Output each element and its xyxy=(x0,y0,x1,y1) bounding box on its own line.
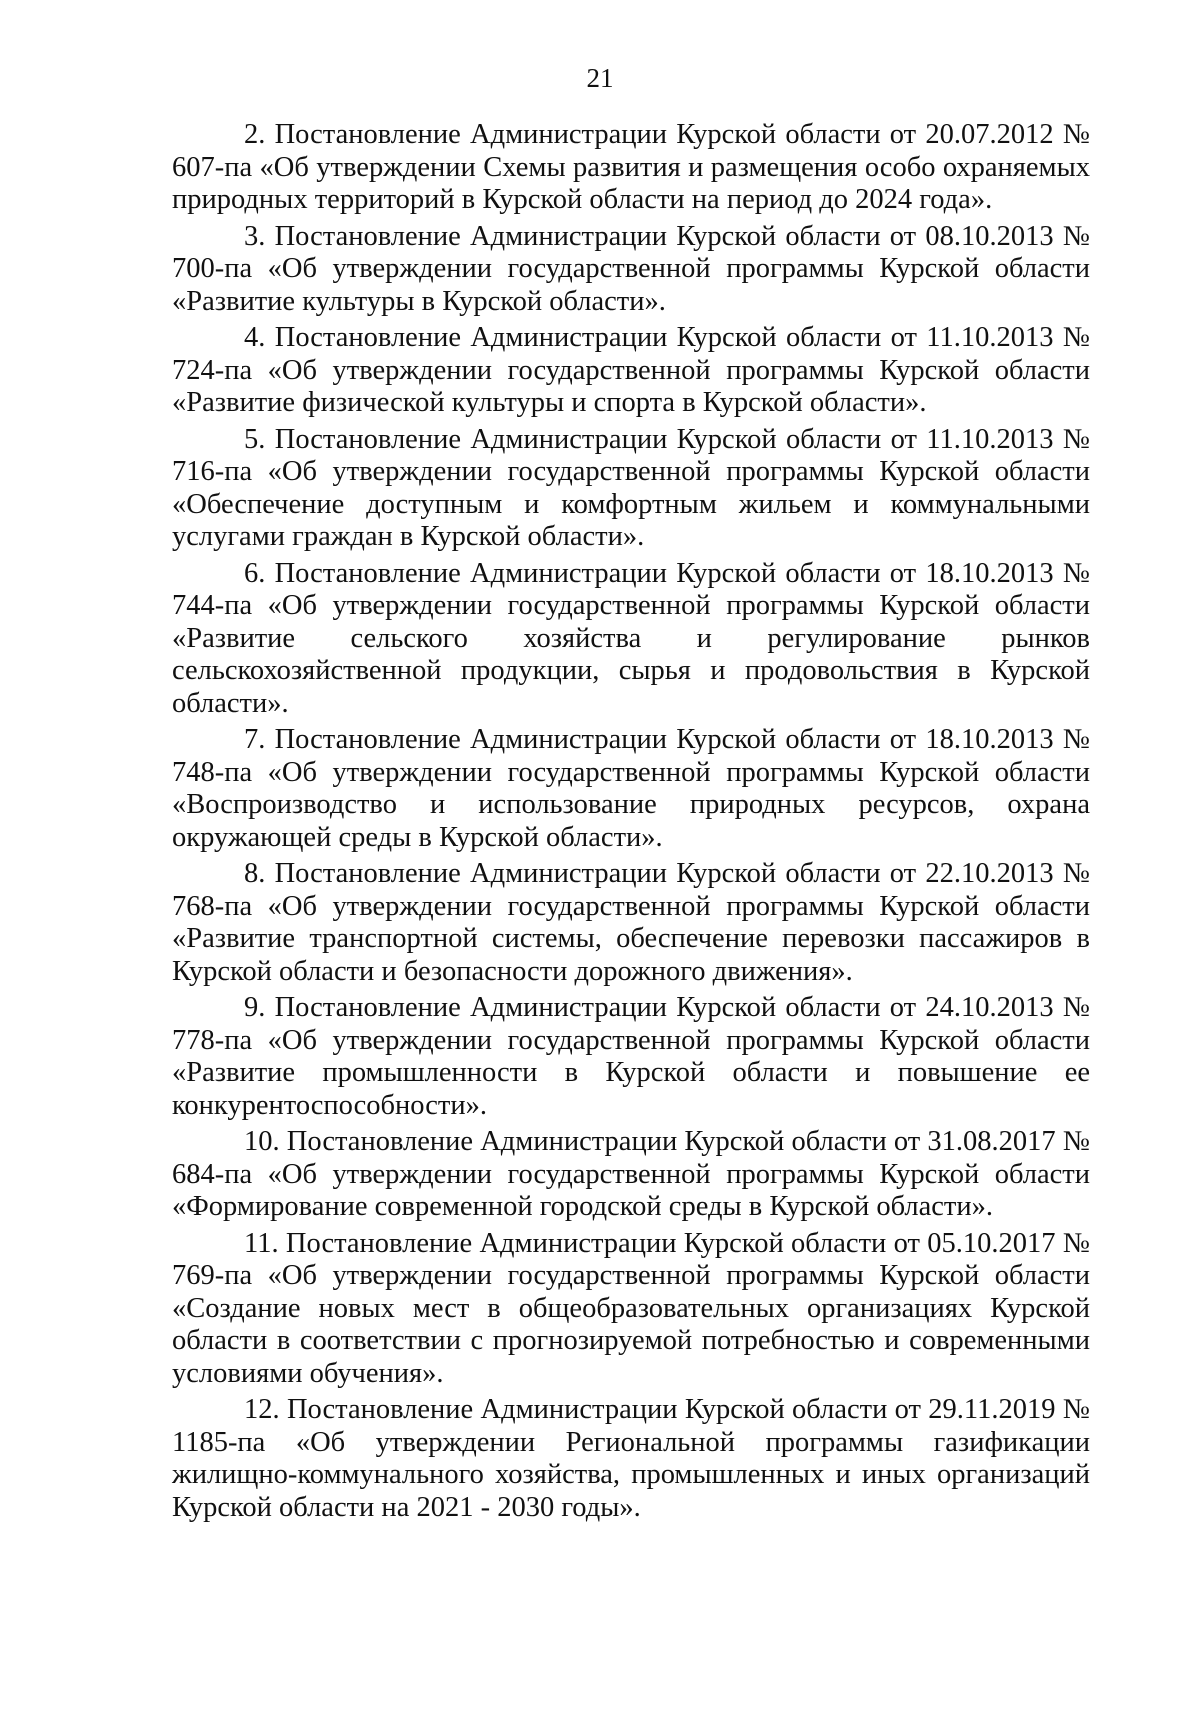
list-item xyxy=(172,1394,1090,1524)
item-text: Постановление Администрации Курской области от 24.10.2013 № 778-па «Об утверждении государственной программы Курской области «Развитие промышленности в Курской области и повышение ее конкурентоспособности». xyxy=(172,992,1090,1121)
item-number: 6. xyxy=(244,557,266,589)
item-text: Постановление Администрации Курской области от 31.08.2017 № 684-па «Об утверждении государственной программы Курской области «Формирование современной городской среды в Курской области». xyxy=(172,1126,1090,1222)
item-text: Постановление Администрации Курской области от 18.10.2013 № 748-па «Об утверждении государственной программы Курской области «Воспроизводство и использование природных ресурсов, охрана окружающей среды в Курской области». xyxy=(172,724,1090,853)
item-text: Постановление Администрации Курской области от 11.10.2013 № 716-па «Об утверждении государственной программы Курской области «Обеспечение доступным и комфортным жильем и коммунальными услугами граждан в Курской области». xyxy=(172,423,1090,552)
list-item xyxy=(172,322,1090,420)
list-item xyxy=(172,558,1090,721)
list-item xyxy=(172,424,1090,554)
list-item xyxy=(172,119,1090,217)
item-text: Постановление Администрации Курской области от 08.10.2013 № 700-па «Об утверждении государственной программы Курской области «Развитие культуры в Курской области». xyxy=(172,220,1090,317)
item-text: Постановление Администрации Курской области от 22.10.2013 № 768-па «Об утверждении государственной программы Курской области «Развитие транспортной системы, обеспечение перевозки пассажиров в Курской области и безопасности дорожного движения». xyxy=(172,858,1090,987)
item-text: Постановление Администрации Курской области от 20.07.2012 № 607-па «Об утверждении Схемы развития и размещения особо охраняемых природных территорий в Курской области на период до 2024 года». xyxy=(172,119,1090,215)
list-item xyxy=(172,221,1090,319)
item-text: Постановление Администрации Курской области от 18.10.2013 № 744-па «Об утверждении государственной программы Курской области «Развитие сельского хозяйства и регулирование рынков сельскохозяйственной продукции, сырья и продовольствия в Курской области». xyxy=(172,557,1090,719)
list-item xyxy=(172,992,1090,1122)
item-number: 8. xyxy=(244,858,266,889)
item-number: 4. xyxy=(244,322,266,353)
item-number: 12. xyxy=(244,1394,280,1425)
item-number: 2. xyxy=(244,119,266,150)
item-number: 3. xyxy=(244,220,266,252)
item-number: 5. xyxy=(244,423,266,455)
item-number: 7. xyxy=(244,724,266,755)
list-item xyxy=(172,724,1090,854)
list-item xyxy=(172,858,1090,988)
list-item xyxy=(172,1126,1090,1224)
list-item xyxy=(172,1228,1090,1391)
item-text: Постановление Администрации Курской области от 05.10.2017 № 769-па «Об утверждении государственной программы Курской области «Создание новых мест в общеобразовательных организациях Курской области в соответствии с прогнозируемой потребностью и современными условиями обучения». xyxy=(172,1227,1090,1389)
page-number: 21 xyxy=(586,63,614,93)
item-number: 10. xyxy=(244,1126,280,1157)
document-body xyxy=(172,119,1090,1528)
item-text: Постановление Администрации Курской области от 29.11.2019 № 1185-па «Об утверждении Региональной программы газификации жилищно-коммунального хозяйства, промышленных и иных организаций Курской области на 2021 - 2030 годы». xyxy=(172,1394,1091,1523)
item-text: Постановление Администрации Курской области от 11.10.2013 № 724-па «Об утверждении государственной программы Курской области «Развитие физической культуры и спорта в Курской области». xyxy=(172,322,1090,418)
item-number: 11. xyxy=(244,1227,279,1259)
item-number: 9. xyxy=(244,992,266,1023)
